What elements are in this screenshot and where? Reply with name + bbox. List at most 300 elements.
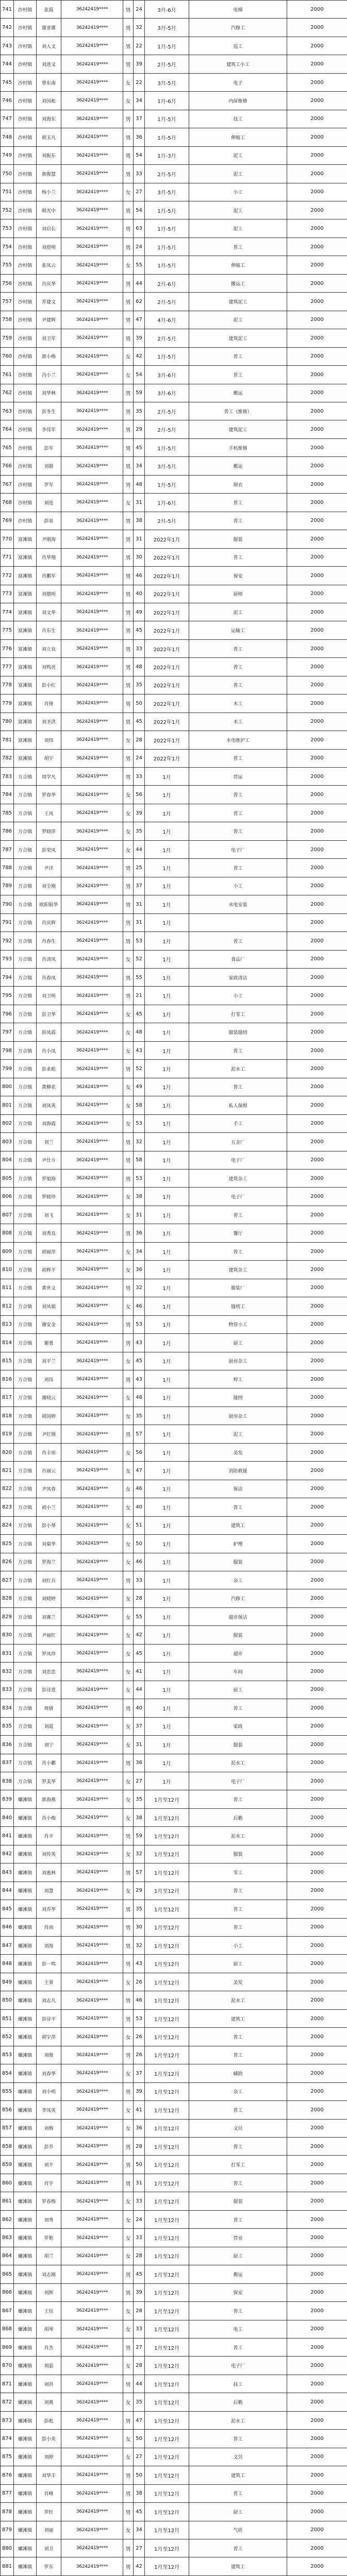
period-cell: 1月至12月 xyxy=(145,1808,189,1826)
gender-cell: 男 xyxy=(123,1827,134,1845)
gender-cell: 男 xyxy=(123,2174,134,2192)
table-row xyxy=(1,183,347,201)
table-row xyxy=(1,548,347,566)
seq-cell: 802 xyxy=(1,1114,14,1132)
amount-cell: 2000 xyxy=(287,1736,347,1754)
seq-cell: 865 xyxy=(1,2265,14,2283)
job-cell: 搬运 xyxy=(189,457,287,475)
amount-cell: 2000 xyxy=(287,1078,347,1096)
id-number-cell: 36242419**** xyxy=(61,1206,123,1224)
gender-cell: 女 xyxy=(123,1206,134,1224)
seq-cell: 870 xyxy=(1,2357,14,2375)
gender-cell: 男 xyxy=(123,219,134,238)
table-row xyxy=(1,1334,347,1352)
age-cell: 33 xyxy=(134,165,145,183)
town-cell: 沙村镇 xyxy=(14,165,37,183)
period-cell: 1月 xyxy=(145,1170,189,1188)
id-number-cell: 36242419**** xyxy=(61,1808,123,1826)
amount-cell: 2000 xyxy=(287,1151,347,1169)
amount-cell: 2000 xyxy=(287,1516,347,1534)
age-cell: 39 xyxy=(134,804,145,822)
period-cell: 1月至12月 xyxy=(145,2503,189,2521)
town-cell: 螺滩镇 xyxy=(14,1863,37,1882)
name-cell: 肖峰 xyxy=(37,2484,61,2502)
job-cell: 焊工 xyxy=(189,1370,287,1388)
name-cell: 谢亚雄 xyxy=(37,19,61,37)
table-row xyxy=(1,2265,347,2283)
age-cell: 45 xyxy=(134,1644,145,1662)
id-number-cell: 36242419**** xyxy=(61,2393,123,2411)
gender-cell: 女 xyxy=(123,2302,134,2320)
town-cell: 万合镇 xyxy=(14,1370,37,1388)
age-cell: 35 xyxy=(134,2393,145,2411)
age-cell: 55 xyxy=(134,1607,145,1625)
town-cell: 富滩镇 xyxy=(14,530,37,548)
id-number-cell: 36242419**** xyxy=(61,1626,123,1644)
job-cell: 内屏维修 xyxy=(189,92,287,110)
gender-cell: 男 xyxy=(123,438,134,456)
name-cell: 胡兰 xyxy=(37,2247,61,2265)
town-cell: 万合镇 xyxy=(14,786,37,804)
job-cell: 建筑泥工 xyxy=(189,420,287,438)
table-row xyxy=(1,694,347,713)
age-cell: 28 xyxy=(134,731,145,749)
name-cell: 刘赛兰 xyxy=(37,1607,61,1625)
seq-cell: 867 xyxy=(1,2302,14,2320)
gender-cell: 男 xyxy=(123,329,134,347)
id-number-cell: 36242419**** xyxy=(61,55,123,73)
amount-cell: 2000 xyxy=(287,2101,347,2119)
age-cell: 28 xyxy=(134,2247,145,2265)
town-cell: 螺滩镇 xyxy=(14,1790,37,1808)
seq-cell: 787 xyxy=(1,840,14,858)
table-row xyxy=(1,1005,347,1023)
period-cell: 2022年1月 xyxy=(145,694,189,713)
name-cell: 刘德明 xyxy=(37,585,61,603)
job-cell: 气砖 xyxy=(189,2521,287,2539)
town-cell: 螺滩镇 xyxy=(14,2101,37,2119)
seq-cell: 862 xyxy=(1,2210,14,2228)
table-row xyxy=(1,1973,347,1991)
gender-cell: 男 xyxy=(123,658,134,676)
job-cell: 杂工 xyxy=(189,1571,287,1589)
period-cell: 1月至12月 xyxy=(145,2009,189,2027)
gender-cell: 男 xyxy=(123,1937,134,1955)
job-cell: 普工 xyxy=(189,548,287,566)
name-cell: 王翠 xyxy=(37,1973,61,1991)
name-cell: 杨小兰 xyxy=(37,183,61,201)
amount-cell: 2000 xyxy=(287,2138,347,2156)
amount-cell: 2000 xyxy=(287,201,347,219)
town-cell: 万合镇 xyxy=(14,1297,37,1315)
age-cell: 38 xyxy=(134,1808,145,1826)
job-cell: 泥水工 xyxy=(189,1060,287,1078)
job-cell: 普工 xyxy=(189,859,287,877)
name-cell: 胡宇 xyxy=(37,749,61,767)
seq-cell: 746 xyxy=(1,92,14,110)
period-cell: 1月 xyxy=(145,1589,189,1607)
id-number-cell: 36242419**** xyxy=(61,2046,123,2064)
age-cell: 50 xyxy=(134,2466,145,2484)
town-cell: 沙村镇 xyxy=(14,1,37,19)
town-cell: 万合镇 xyxy=(14,895,37,913)
name-cell: 刘霞 xyxy=(37,1717,61,1735)
amount-cell: 2000 xyxy=(287,1827,347,1845)
amount-cell: 2000 xyxy=(287,1681,347,1699)
gender-cell: 女 xyxy=(123,1626,134,1644)
town-cell: 沙村镇 xyxy=(14,402,37,420)
period-cell: 1月-5月 xyxy=(145,219,189,238)
job-cell: 汽修工 xyxy=(189,19,287,37)
age-cell: 43 xyxy=(134,1955,145,1973)
town-cell: 沙村镇 xyxy=(14,329,37,347)
age-cell: 45 xyxy=(134,713,145,731)
town-cell: 万合镇 xyxy=(14,1388,37,1406)
amount-cell: 2000 xyxy=(287,1900,347,1918)
seq-cell: 790 xyxy=(1,895,14,913)
town-cell: 万合镇 xyxy=(14,950,37,968)
gender-cell: 男 xyxy=(123,548,134,566)
amount-cell: 2000 xyxy=(287,55,347,73)
seq-cell: 846 xyxy=(1,1918,14,1936)
period-cell: 1月至12月 xyxy=(145,2466,189,2484)
period-cell: 4月-6月 xyxy=(145,311,189,329)
job-cell: 服装 xyxy=(189,1736,287,1754)
table-row xyxy=(1,1,347,19)
amount-cell: 2000 xyxy=(287,329,347,347)
table-row xyxy=(1,804,347,822)
job-cell: 普工 xyxy=(189,749,287,767)
id-number-cell: 36242419**** xyxy=(61,804,123,822)
id-number-cell: 36242419**** xyxy=(61,694,123,713)
amount-cell: 2000 xyxy=(287,1607,347,1625)
age-cell: 33 xyxy=(134,768,145,786)
period-cell: 2月-5月 xyxy=(145,165,189,183)
town-cell: 万合镇 xyxy=(14,913,37,931)
period-cell: 2月-5月 xyxy=(145,293,189,311)
table-row xyxy=(1,384,347,402)
town-cell: 沙村镇 xyxy=(14,219,37,238)
table-row xyxy=(1,2174,347,2192)
name-cell: 郭海燕 xyxy=(37,1790,61,1808)
seq-cell: 755 xyxy=(1,256,14,274)
job-cell: 普工 xyxy=(189,2046,287,2064)
amount-cell: 2000 xyxy=(287,2448,347,2466)
period-cell: 1月 xyxy=(145,1626,189,1644)
job-cell: 普工 xyxy=(189,1882,287,1900)
period-cell: 2022年1月 xyxy=(145,548,189,566)
seq-cell: 828 xyxy=(1,1589,14,1607)
age-cell: 38 xyxy=(134,2484,145,2502)
id-number-cell: 36242419**** xyxy=(61,2265,123,2283)
name-cell: 王凤 xyxy=(37,804,61,822)
job-cell: 普工 xyxy=(189,1699,287,1717)
table-row xyxy=(1,1462,347,1480)
age-cell: 46 xyxy=(134,1480,145,1498)
town-cell: 万合镇 xyxy=(14,1406,37,1425)
period-cell: 2022年1月 xyxy=(145,621,189,639)
seq-cell: 866 xyxy=(1,2283,14,2301)
job-cell: 搬运工 xyxy=(189,274,287,292)
period-cell: 1月 xyxy=(145,1754,189,1772)
table-row xyxy=(1,1589,347,1607)
amount-cell: 2000 xyxy=(287,1334,347,1352)
gender-cell: 女 xyxy=(123,2028,134,2046)
gender-cell: 女 xyxy=(123,2393,134,2411)
job-cell: 电子厂 xyxy=(189,1151,287,1169)
job-cell: 普工 xyxy=(189,1900,287,1918)
seq-cell: 786 xyxy=(1,822,14,840)
seq-cell: 840 xyxy=(1,1808,14,1826)
gender-cell: 男 xyxy=(123,1,134,19)
period-cell: 1月 xyxy=(145,1663,189,1681)
age-cell: 57 xyxy=(134,1863,145,1882)
seq-cell: 803 xyxy=(1,1133,14,1151)
age-cell: 54 xyxy=(134,146,145,164)
name-cell: 刘恋恋 xyxy=(37,1663,61,1681)
name-cell: 彭彪 xyxy=(37,2411,61,2429)
gender-cell: 女 xyxy=(123,1261,134,1279)
town-cell: 万合镇 xyxy=(14,1188,37,1206)
town-cell: 万合镇 xyxy=(14,822,37,840)
job-cell: 建筑工 xyxy=(189,1516,287,1534)
amount-cell: 2000 xyxy=(287,293,347,311)
period-cell: 1月至12月 xyxy=(145,2393,189,2411)
amount-cell: 2000 xyxy=(287,1973,347,1991)
job-cell: 普工 xyxy=(189,676,287,694)
seq-cell: 875 xyxy=(1,2448,14,2466)
amount-cell: 2000 xyxy=(287,2210,347,2228)
age-cell: 34 xyxy=(134,457,145,475)
gender-cell: 男 xyxy=(123,475,134,493)
seq-cell: 752 xyxy=(1,201,14,219)
seq-cell: 782 xyxy=(1,749,14,767)
period-cell: 1月 xyxy=(145,1297,189,1315)
town-cell: 螺滩镇 xyxy=(14,2430,37,2448)
seq-cell: 842 xyxy=(1,1845,14,1863)
seq-cell: 781 xyxy=(1,731,14,749)
period-cell: 1月 xyxy=(145,1352,189,1370)
name-cell: 刘春华 xyxy=(37,2064,61,2082)
town-cell: 螺滩镇 xyxy=(14,1937,37,1955)
age-cell: 58 xyxy=(134,1096,145,1114)
age-cell: 27 xyxy=(134,2448,145,2466)
age-cell: 32 xyxy=(134,1845,145,1863)
gender-cell: 男 xyxy=(123,146,134,164)
id-number-cell: 36242419**** xyxy=(61,913,123,931)
table-row xyxy=(1,913,347,931)
name-cell: 彭荣凤 xyxy=(37,840,61,858)
name-cell: 刘启长 xyxy=(37,219,61,238)
table-row xyxy=(1,311,347,329)
age-cell: 45 xyxy=(134,2265,145,2283)
amount-cell: 2000 xyxy=(287,19,347,37)
period-cell: 1月 xyxy=(145,768,189,786)
period-cell: 1月 xyxy=(145,1224,189,1242)
amount-cell: 2000 xyxy=(287,2521,347,2539)
job-cell: 保安 xyxy=(189,567,287,585)
period-cell: 1月至12月 xyxy=(145,1937,189,1955)
job-cell: 食品厂 xyxy=(189,950,287,968)
age-cell: 42 xyxy=(134,347,145,365)
seq-cell: 872 xyxy=(1,2393,14,2411)
seq-cell: 839 xyxy=(1,1790,14,1808)
town-cell: 万合镇 xyxy=(14,1498,37,1516)
job-cell: 普工 xyxy=(189,822,287,840)
seq-cell: 864 xyxy=(1,2247,14,2265)
table-row xyxy=(1,1480,347,1498)
table-row xyxy=(1,932,347,950)
age-cell: 38 xyxy=(134,1188,145,1206)
period-cell: 1月 xyxy=(145,1188,189,1206)
age-cell: 47 xyxy=(134,1462,145,1480)
id-number-cell: 36242419**** xyxy=(61,749,123,767)
gender-cell: 男 xyxy=(123,1918,134,1936)
job-cell: 水电维护工 xyxy=(189,731,287,749)
job-cell: 保洁 xyxy=(189,1480,287,1498)
age-cell: 32 xyxy=(134,1133,145,1151)
name-cell: 罗晓萍 xyxy=(37,822,61,840)
table-row xyxy=(1,1681,347,1699)
gender-cell: 男 xyxy=(123,2082,134,2100)
age-cell: 27 xyxy=(134,183,145,201)
amount-cell: 2000 xyxy=(287,1242,347,1260)
town-cell: 万合镇 xyxy=(14,932,37,950)
id-number-cell: 36242419**** xyxy=(61,1827,123,1845)
name-cell: 罗军 xyxy=(37,475,61,493)
job-cell: 建筑泥工 xyxy=(189,329,287,347)
amount-cell: 2000 xyxy=(287,2484,347,2502)
age-cell: 51 xyxy=(134,1516,145,1534)
period-cell: 3月-5月 xyxy=(145,457,189,475)
job-cell: 私人保姆 xyxy=(189,1096,287,1114)
town-cell: 万合镇 xyxy=(14,1114,37,1132)
age-cell: 54 xyxy=(134,201,145,219)
table-row xyxy=(1,347,347,365)
name-cell: 肖丰琼 xyxy=(37,1443,61,1461)
seq-cell: 772 xyxy=(1,567,14,585)
amount-cell: 2000 xyxy=(287,932,347,950)
seq-cell: 838 xyxy=(1,1772,14,1790)
table-row xyxy=(1,2046,347,2064)
amount-cell: 2000 xyxy=(287,1937,347,1955)
job-cell: 厨工 xyxy=(189,1955,287,1973)
amount-cell: 2000 xyxy=(287,786,347,804)
name-cell: 李伟军 xyxy=(37,420,61,438)
amount-cell: 2000 xyxy=(287,548,347,566)
amount-cell: 2000 xyxy=(287,768,347,786)
town-cell: 螺滩镇 xyxy=(14,2247,37,2265)
period-cell: 1月至12月 xyxy=(145,2338,189,2357)
name-cell: 刘婷 xyxy=(37,2448,61,2466)
amount-cell: 2000 xyxy=(287,2229,347,2247)
seq-cell: 783 xyxy=(1,768,14,786)
seq-cell: 742 xyxy=(1,19,14,37)
gender-cell: 男 xyxy=(123,2466,134,2484)
gender-cell: 女 xyxy=(123,1516,134,1534)
age-cell: 50 xyxy=(134,2430,145,2448)
age-cell: 37 xyxy=(134,1717,145,1735)
job-cell: 搬运 xyxy=(189,2265,287,2283)
seq-cell: 760 xyxy=(1,347,14,365)
id-number-cell: 36242419**** xyxy=(61,1133,123,1151)
seq-cell: 821 xyxy=(1,1462,14,1480)
town-cell: 螺滩镇 xyxy=(14,2521,37,2539)
amount-cell: 2000 xyxy=(287,2466,347,2484)
period-cell: 1月 xyxy=(145,1571,189,1589)
town-cell: 万合镇 xyxy=(14,840,37,858)
table-row xyxy=(1,1535,347,1553)
period-cell: 2022年1月 xyxy=(145,567,189,585)
id-number-cell: 36242419**** xyxy=(61,2302,123,2320)
town-cell: 螺滩镇 xyxy=(14,2265,37,2283)
name-cell: 刘飞 xyxy=(37,1206,61,1224)
period-cell: 1月 xyxy=(145,1078,189,1096)
gender-cell: 男 xyxy=(123,1863,134,1882)
table-row xyxy=(1,1607,347,1625)
age-cell: 40 xyxy=(134,1498,145,1516)
gender-cell: 女 xyxy=(123,1663,134,1681)
town-cell: 万合镇 xyxy=(14,1425,37,1443)
age-cell: 54 xyxy=(134,366,145,384)
job-cell: 泥水工 xyxy=(189,1991,287,2009)
seq-cell: 847 xyxy=(1,1937,14,1955)
period-cell: 1月 xyxy=(145,859,189,877)
table-row xyxy=(1,1900,347,1918)
job-cell: 零工 xyxy=(189,1863,287,1882)
table-row xyxy=(1,2375,347,2393)
town-cell: 沙村镇 xyxy=(14,512,37,530)
gender-cell: 男 xyxy=(123,1060,134,1078)
amount-cell: 2000 xyxy=(287,1717,347,1735)
amount-cell: 2000 xyxy=(287,2064,347,2082)
amount-cell: 2000 xyxy=(287,694,347,713)
seq-cell: 745 xyxy=(1,73,14,91)
seq-cell: 873 xyxy=(1,2411,14,2429)
job-cell: 普工 xyxy=(189,1918,287,1936)
job-cell: 普工 xyxy=(189,2484,287,2502)
town-cell: 螺滩镇 xyxy=(14,2411,37,2429)
period-cell: 1月至12月 xyxy=(145,2375,189,2393)
amount-cell: 2000 xyxy=(287,822,347,840)
job-cell: 服装 xyxy=(189,2192,287,2210)
amount-cell: 2000 xyxy=(287,1882,347,1900)
job-cell: 车间 xyxy=(189,1663,287,1681)
table-row xyxy=(1,2138,347,2156)
name-cell: 尹建辉 xyxy=(37,311,61,329)
table-row xyxy=(1,1078,347,1096)
amount-cell: 2000 xyxy=(287,37,347,55)
name-cell: 刘秀良 xyxy=(37,1224,61,1242)
age-cell: 53 xyxy=(134,2009,145,2027)
age-cell: 24 xyxy=(134,749,145,767)
seq-cell: 855 xyxy=(1,2082,14,2100)
town-cell: 万合镇 xyxy=(14,877,37,895)
amount-cell: 2000 xyxy=(287,2557,347,2575)
amount-cell: 2000 xyxy=(287,713,347,731)
seq-cell: 837 xyxy=(1,1754,14,1772)
gender-cell: 女 xyxy=(123,347,134,365)
town-cell: 螺滩镇 xyxy=(14,1808,37,1826)
amount-cell: 2000 xyxy=(287,913,347,931)
town-cell: 富滩镇 xyxy=(14,731,37,749)
age-cell: 21 xyxy=(134,987,145,1005)
period-cell: 1月-5月 xyxy=(145,475,189,493)
gender-cell: 男 xyxy=(123,2009,134,2027)
seq-cell: 822 xyxy=(1,1480,14,1498)
table-row xyxy=(1,55,347,73)
job-cell: 泥工 xyxy=(189,201,287,219)
